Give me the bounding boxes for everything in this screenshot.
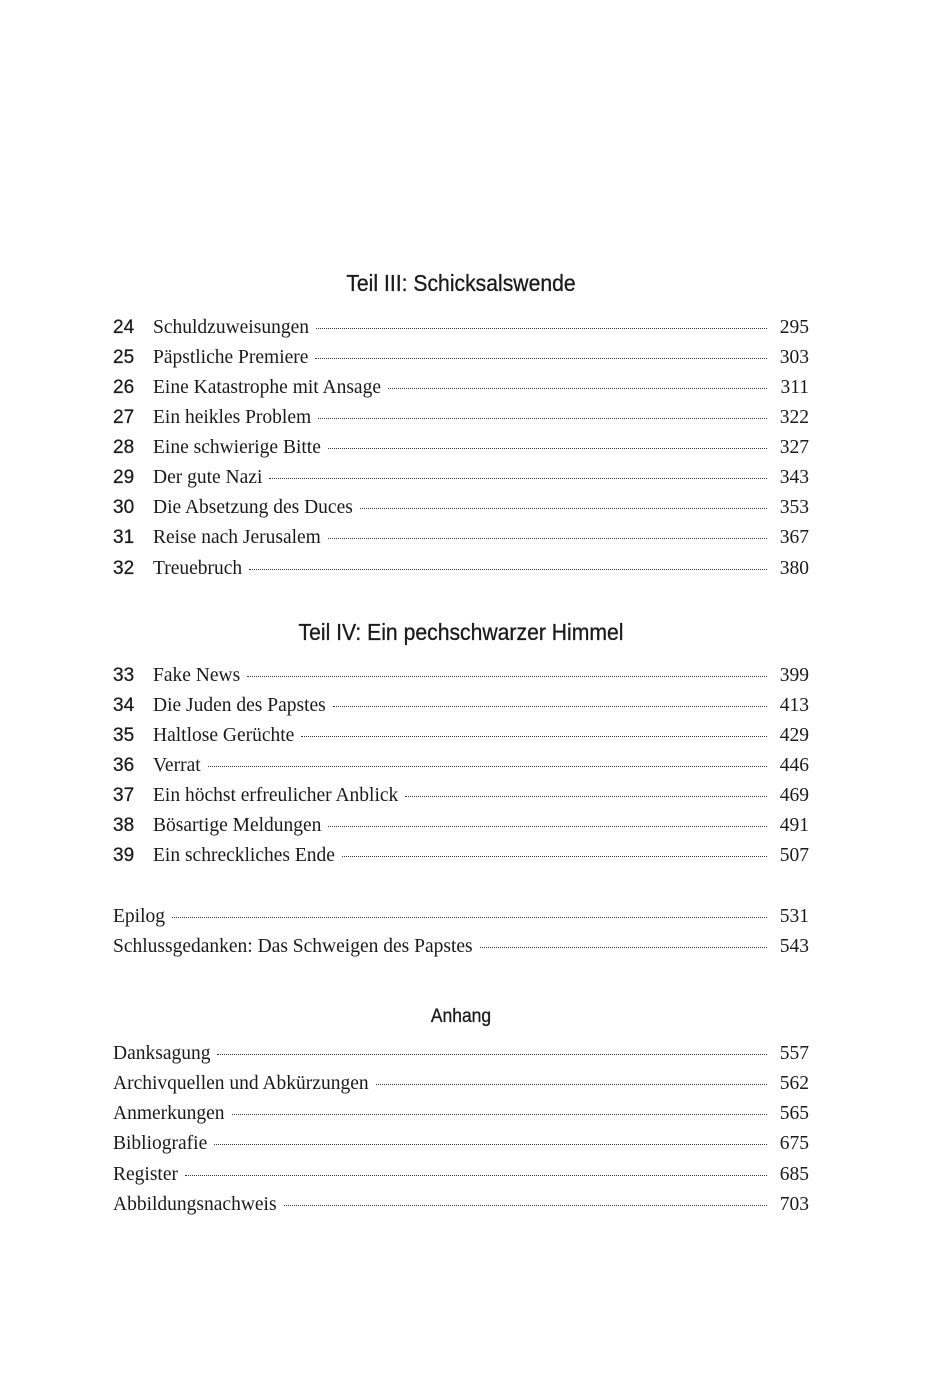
chapter-number: 27 [113, 407, 135, 428]
toc-entry[interactable] [113, 1073, 809, 1103]
page-number: 295 [779, 317, 809, 338]
page-number: 675 [779, 1133, 809, 1154]
page-number: 367 [779, 527, 809, 548]
chapter-number: 34 [113, 695, 135, 716]
page-number: 557 [779, 1043, 809, 1064]
chapter-number: 29 [113, 467, 135, 488]
chapter-title: Die Absetzung des Duces [153, 497, 353, 518]
toc-entry[interactable] [113, 527, 809, 557]
page-number: 562 [779, 1073, 809, 1094]
section-title: Danksagung [113, 1043, 211, 1064]
page-number: 343 [779, 467, 809, 488]
section-title: Anmerkungen [113, 1103, 225, 1124]
chapter-number: 38 [113, 815, 135, 836]
page-number: 446 [779, 755, 809, 776]
chapter-title: Eine schwierige Bitte [153, 437, 321, 458]
dot-leader [388, 388, 767, 389]
dot-leader [316, 328, 767, 329]
chapter-number: 31 [113, 527, 135, 548]
toc-entry[interactable] [113, 437, 809, 467]
chapter-title: Ein schreckliches Ende [153, 845, 335, 866]
dot-leader [342, 856, 767, 857]
chapter-number: 36 [113, 755, 135, 776]
toc-entry[interactable] [113, 497, 809, 527]
chapter-number: 28 [113, 437, 135, 458]
chapter-title: Der gute Nazi [153, 467, 263, 488]
section-title: Epilog [113, 906, 165, 927]
dot-leader [214, 1144, 767, 1145]
chapter-number: 32 [113, 558, 135, 579]
chapter-title: Reise nach Jerusalem [153, 527, 321, 548]
toc-entry[interactable] [113, 1103, 809, 1133]
toc-entry[interactable] [113, 1043, 809, 1073]
page-number: 531 [779, 906, 809, 927]
page-number: 565 [779, 1103, 809, 1124]
dot-leader [172, 917, 767, 918]
chapter-title: Bösartige Meldungen [153, 815, 322, 836]
toc-entry[interactable] [113, 1164, 809, 1194]
page-number: 413 [779, 695, 809, 716]
dot-leader [249, 569, 767, 570]
section-title: Schlussgedanken: Das Schweigen des Papstes [113, 936, 473, 957]
dot-leader [269, 478, 767, 479]
dot-leader [328, 538, 767, 539]
page-number: 399 [779, 665, 809, 686]
chapter-number: 39 [113, 845, 135, 866]
toc-entry[interactable] [113, 695, 809, 725]
chapter-title: Die Juden des Papstes [153, 695, 326, 716]
part-3-heading: Teil III: Schicksalswende [346, 270, 576, 296]
dot-leader [208, 766, 767, 767]
page-number: 311 [780, 377, 809, 398]
dot-leader [301, 736, 767, 737]
dot-leader [318, 418, 767, 419]
chapter-title: Eine Katastrophe mit Ansage [153, 377, 381, 398]
section-title: Abbildungsnachweis [113, 1194, 277, 1215]
page-number: 507 [779, 845, 809, 866]
chapter-title: Treuebruch [153, 558, 243, 579]
dot-leader [185, 1175, 767, 1176]
chapter-title: Ein heikles Problem [153, 407, 312, 428]
chapter-number: 26 [113, 377, 135, 398]
page-number: 380 [779, 558, 809, 579]
toc-entry-schlussgedanken[interactable] [113, 936, 809, 966]
toc-entry[interactable] [113, 377, 809, 407]
toc-entry[interactable] [113, 558, 809, 588]
chapter-title: Fake News [153, 665, 241, 686]
page-number: 353 [779, 497, 809, 518]
toc-entry[interactable] [113, 755, 809, 785]
dot-leader [376, 1084, 767, 1085]
chapter-title: Schuldzuweisungen [153, 317, 309, 338]
page-number: 685 [779, 1164, 809, 1185]
dot-leader [328, 448, 767, 449]
dot-leader [360, 508, 767, 509]
chapter-number: 33 [113, 665, 135, 686]
chapter-title: Haltlose Gerüchte [153, 725, 295, 746]
chapter-number: 37 [113, 785, 135, 806]
page-number: 543 [779, 936, 809, 957]
toc-entry[interactable] [113, 347, 809, 377]
chapter-number: 24 [113, 317, 135, 338]
dot-leader [480, 947, 767, 948]
dot-leader [247, 676, 767, 677]
page-number: 303 [779, 347, 809, 368]
dot-leader [315, 358, 767, 359]
section-title: Bibliografie [113, 1133, 208, 1154]
page-number: 322 [779, 407, 809, 428]
toc-entry[interactable] [113, 407, 809, 437]
page-number: 469 [779, 785, 809, 806]
dot-leader [328, 826, 767, 827]
toc-entry[interactable] [113, 785, 809, 815]
part-4-heading: Teil IV: Ein pechschwarzer Himmel [298, 619, 624, 645]
toc-entry-epilog[interactable] [113, 906, 809, 936]
chapter-title: Verrat [153, 755, 201, 776]
toc-entry[interactable] [113, 467, 809, 497]
page-number: 703 [779, 1194, 809, 1215]
toc-entry[interactable] [113, 665, 809, 695]
section-title: Register [113, 1164, 178, 1185]
dot-leader [333, 706, 767, 707]
dot-leader [284, 1205, 767, 1206]
section-title: Archivquellen und Abkürzungen [113, 1073, 369, 1094]
toc-entry[interactable] [113, 815, 809, 845]
dot-leader [217, 1054, 767, 1055]
page-number: 429 [779, 725, 809, 746]
toc-entry[interactable] [113, 1133, 809, 1163]
toc-entry[interactable] [113, 1194, 809, 1224]
toc-entry[interactable] [113, 725, 809, 755]
page-number: 327 [779, 437, 809, 458]
chapter-title: Päpstliche Premiere [153, 347, 309, 368]
page-number: 491 [779, 815, 809, 836]
toc-entry[interactable] [113, 317, 809, 347]
chapter-number: 35 [113, 725, 135, 746]
dot-leader [232, 1114, 767, 1115]
dot-leader [405, 796, 767, 797]
toc-entry[interactable] [113, 845, 809, 875]
chapter-number: 25 [113, 347, 135, 368]
appendix-heading: Anhang [430, 1006, 492, 1027]
chapter-title: Ein höchst erfreulicher Anblick [153, 785, 399, 806]
chapter-number: 30 [113, 497, 135, 518]
